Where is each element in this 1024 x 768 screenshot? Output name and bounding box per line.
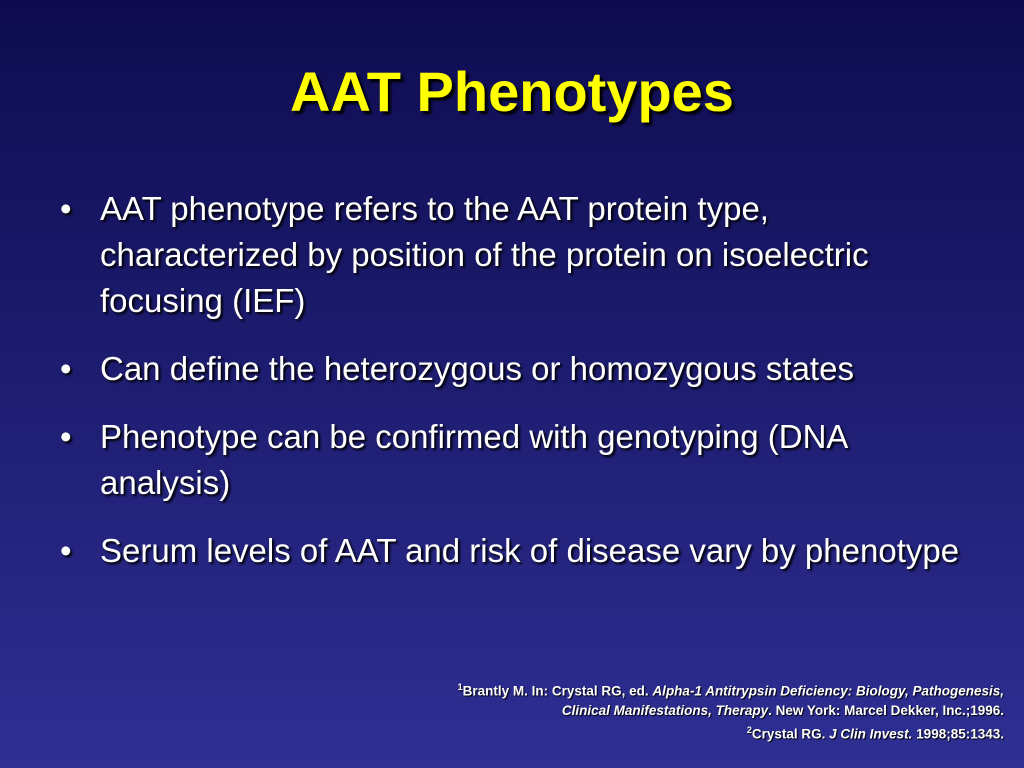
bullet-item-3 [56,414,976,506]
bullet-dot-icon: • [60,532,72,569]
bullet-dot-icon: • [60,190,72,227]
bullet-text: Serum levels of AAT and risk of disease vary by phenotype [100,532,960,569]
slide-title: AAT Phenotypes [290,60,734,123]
reference-2-citation: 1998;85:1343. [912,726,1004,741]
reference-1 [204,678,1004,701]
reference-2 [204,721,1004,744]
reference-2-author: Crystal RG. [751,726,830,741]
reference-1-publisher: . New York: Marcel Dekker, Inc.;1996. [768,703,1004,718]
reference-1-author: Brantly M. In: Crystal RG, ed. [462,683,653,699]
bullet-text: AAT phenotype refers to the AAT protein type, characterized by position of the protein on isoelectric focusing (IEF) [100,190,869,319]
bullet-item-2 [56,346,976,392]
bullet-item-1 [56,186,976,324]
bullet-dot-icon: • [60,350,72,387]
bullet-dot-icon: • [60,418,72,455]
references [204,678,1004,744]
reference-1-continued [204,701,1004,721]
reference-2-number: 2 [746,724,752,735]
reference-2-journal: J Clin Invest. [829,726,913,741]
bullet-text: Phenotype can be confirmed with genotyping (DNA analysis) [100,418,847,501]
reference-1-title: Alpha-1 Antitrypsin Deficiency: Biology, Pathogenesis, [652,683,1004,699]
reference-1-number: 1 [457,682,463,692]
bullet-text: Can define the heterozygous or homozygous states [100,350,854,387]
bullet-list [56,186,976,596]
reference-1-title-cont: Clinical Manifestations, Therapy [561,703,769,718]
bullet-item-4 [56,528,976,574]
